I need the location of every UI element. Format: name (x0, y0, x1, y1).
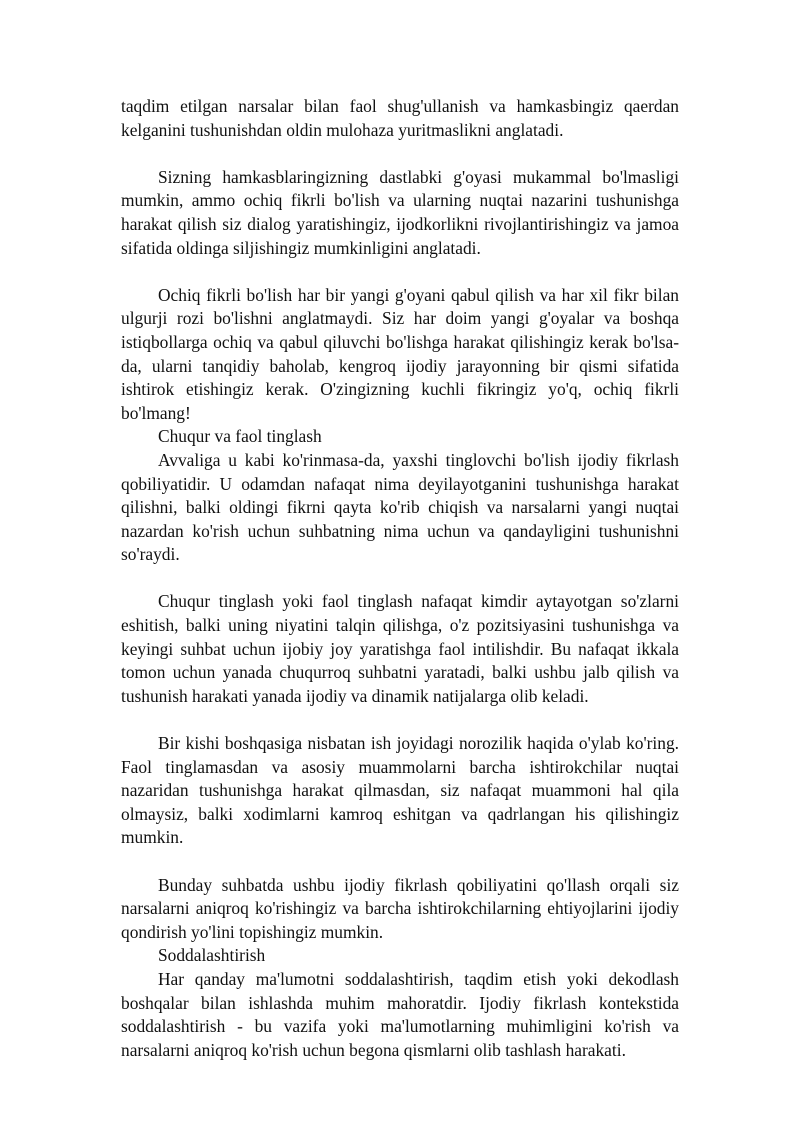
paragraph: Chuqur tinglash yoki faol tinglash nafaqat kimdir aytayotgan so'zlarni eshitish, balki uning niyatini talqin qilishga, o'z pozitsiyasini tushunishga va keyingi suhbat uchun ijobiy joy yaratishga faol intilishdir. Bu nafaqat ikkala tomon uchun yanada chuqurroq suhbatni yaratadi, balki ushbu jalb qilish va tushunish harakati yanada ijodiy va dinamik natijalarga olib keladi. (121, 591, 679, 706)
paragraph: Bir kishi boshqasiga nisbatan ish joyidagi norozilik haqida o'ylab ko'ring. Faol tinglamasdan va asosiy muammolarni barcha ishtirokchilar nuqtai nazaridan tushunishga harakat qilmasdan, siz nafaqat muammoni hal qila olmaysiz, balki xodimlarni kamroq eshitgan va qadrlangan his qilishingiz mumkin. (121, 733, 679, 848)
paragraph-continuation: taqdim etilgan narsalar bilan faol shug'ullanish va hamkasbingiz qaerdan kelganini tushunishdan oldin mulohaza yuritmaslikni anglatadi. (121, 96, 679, 140)
paragraph-spacer (121, 142, 679, 166)
paragraph: Sizning hamkasblaringizning dastlabki g'oyasi mukammal bo'lmasligi mumkin, ammo ochiq fikrli bo'lish va ularning nuqtai nazarini tushunishga harakat qilish siz dialog yaratishingiz, ijodkorlikni rivojlantirishingiz va jamoa sifatida oldinga siljishingiz mumkinligini anglatadi. (121, 166, 679, 258)
document-page (121, 95, 679, 1062)
paragraph: Ochiq fikrli bo'lish har bir yangi g'oyani qabul qilish va har xil fikr bilan ulgurji rozi bo'lishni anglatmaydi. Siz har doim yangi g'oyalar va boshqa istiqbollarga ochiq va qabul qiluvchi bo'lishga harakat qilishingiz kerak bo'lsa-da, ularni tanqidiy baholab, kengroq ijodiy jarayonning bir qismi sifatida ishtirok etishingiz kerak. O'zingizning kuchli fikringiz yo'q, ochiq fikrli bo'lmang! (121, 284, 679, 423)
paragraph-spacer (121, 850, 679, 874)
paragraph: Har qanday ma'lumotni soddalashtirish, taqdim etish yoki dekodlash boshqalar bilan ishlashda muhim mahoratdir. Ijodiy fikrlash kontekstida soddalashtirish - bu vazifa yoki ma'lumotlarning muhimligini ko'rish va narsalarni aniqroq ko'rish uchun begona qismlarni olib tashlash harakati. (121, 968, 679, 1060)
section-heading: Chuqur va faol tinglash (158, 426, 322, 447)
paragraph: Bunday suhbatda ushbu ijodiy fikrlash qobiliyatini qo'llash orqali siz narsalarni aniqroq ko'rishingiz va barcha ishtirokchilarning ehtiyojlarini ijodiy qondirish yo'lini topishingiz mumkin. (121, 874, 679, 942)
paragraph: Avvaliga u kabi ko'rinmasa-da, yaxshi tinglovchi bo'lish ijodiy fikrlash qobiliyatidir. U odamdan nafaqat nima deyilayotganini tushunishga harakat qilishni, balki oldingi fikrni qayta ko'rib chiqish va narsalarni yangi nuqtai nazardan ko'rish uchun suhbatning nima uchun va qandayligini tushunishni so'raydi. (121, 449, 679, 565)
paragraph-spacer (121, 260, 679, 284)
section-heading: Soddalashtirish (158, 945, 266, 966)
paragraph-spacer (121, 567, 679, 591)
paragraph-spacer (121, 708, 679, 732)
